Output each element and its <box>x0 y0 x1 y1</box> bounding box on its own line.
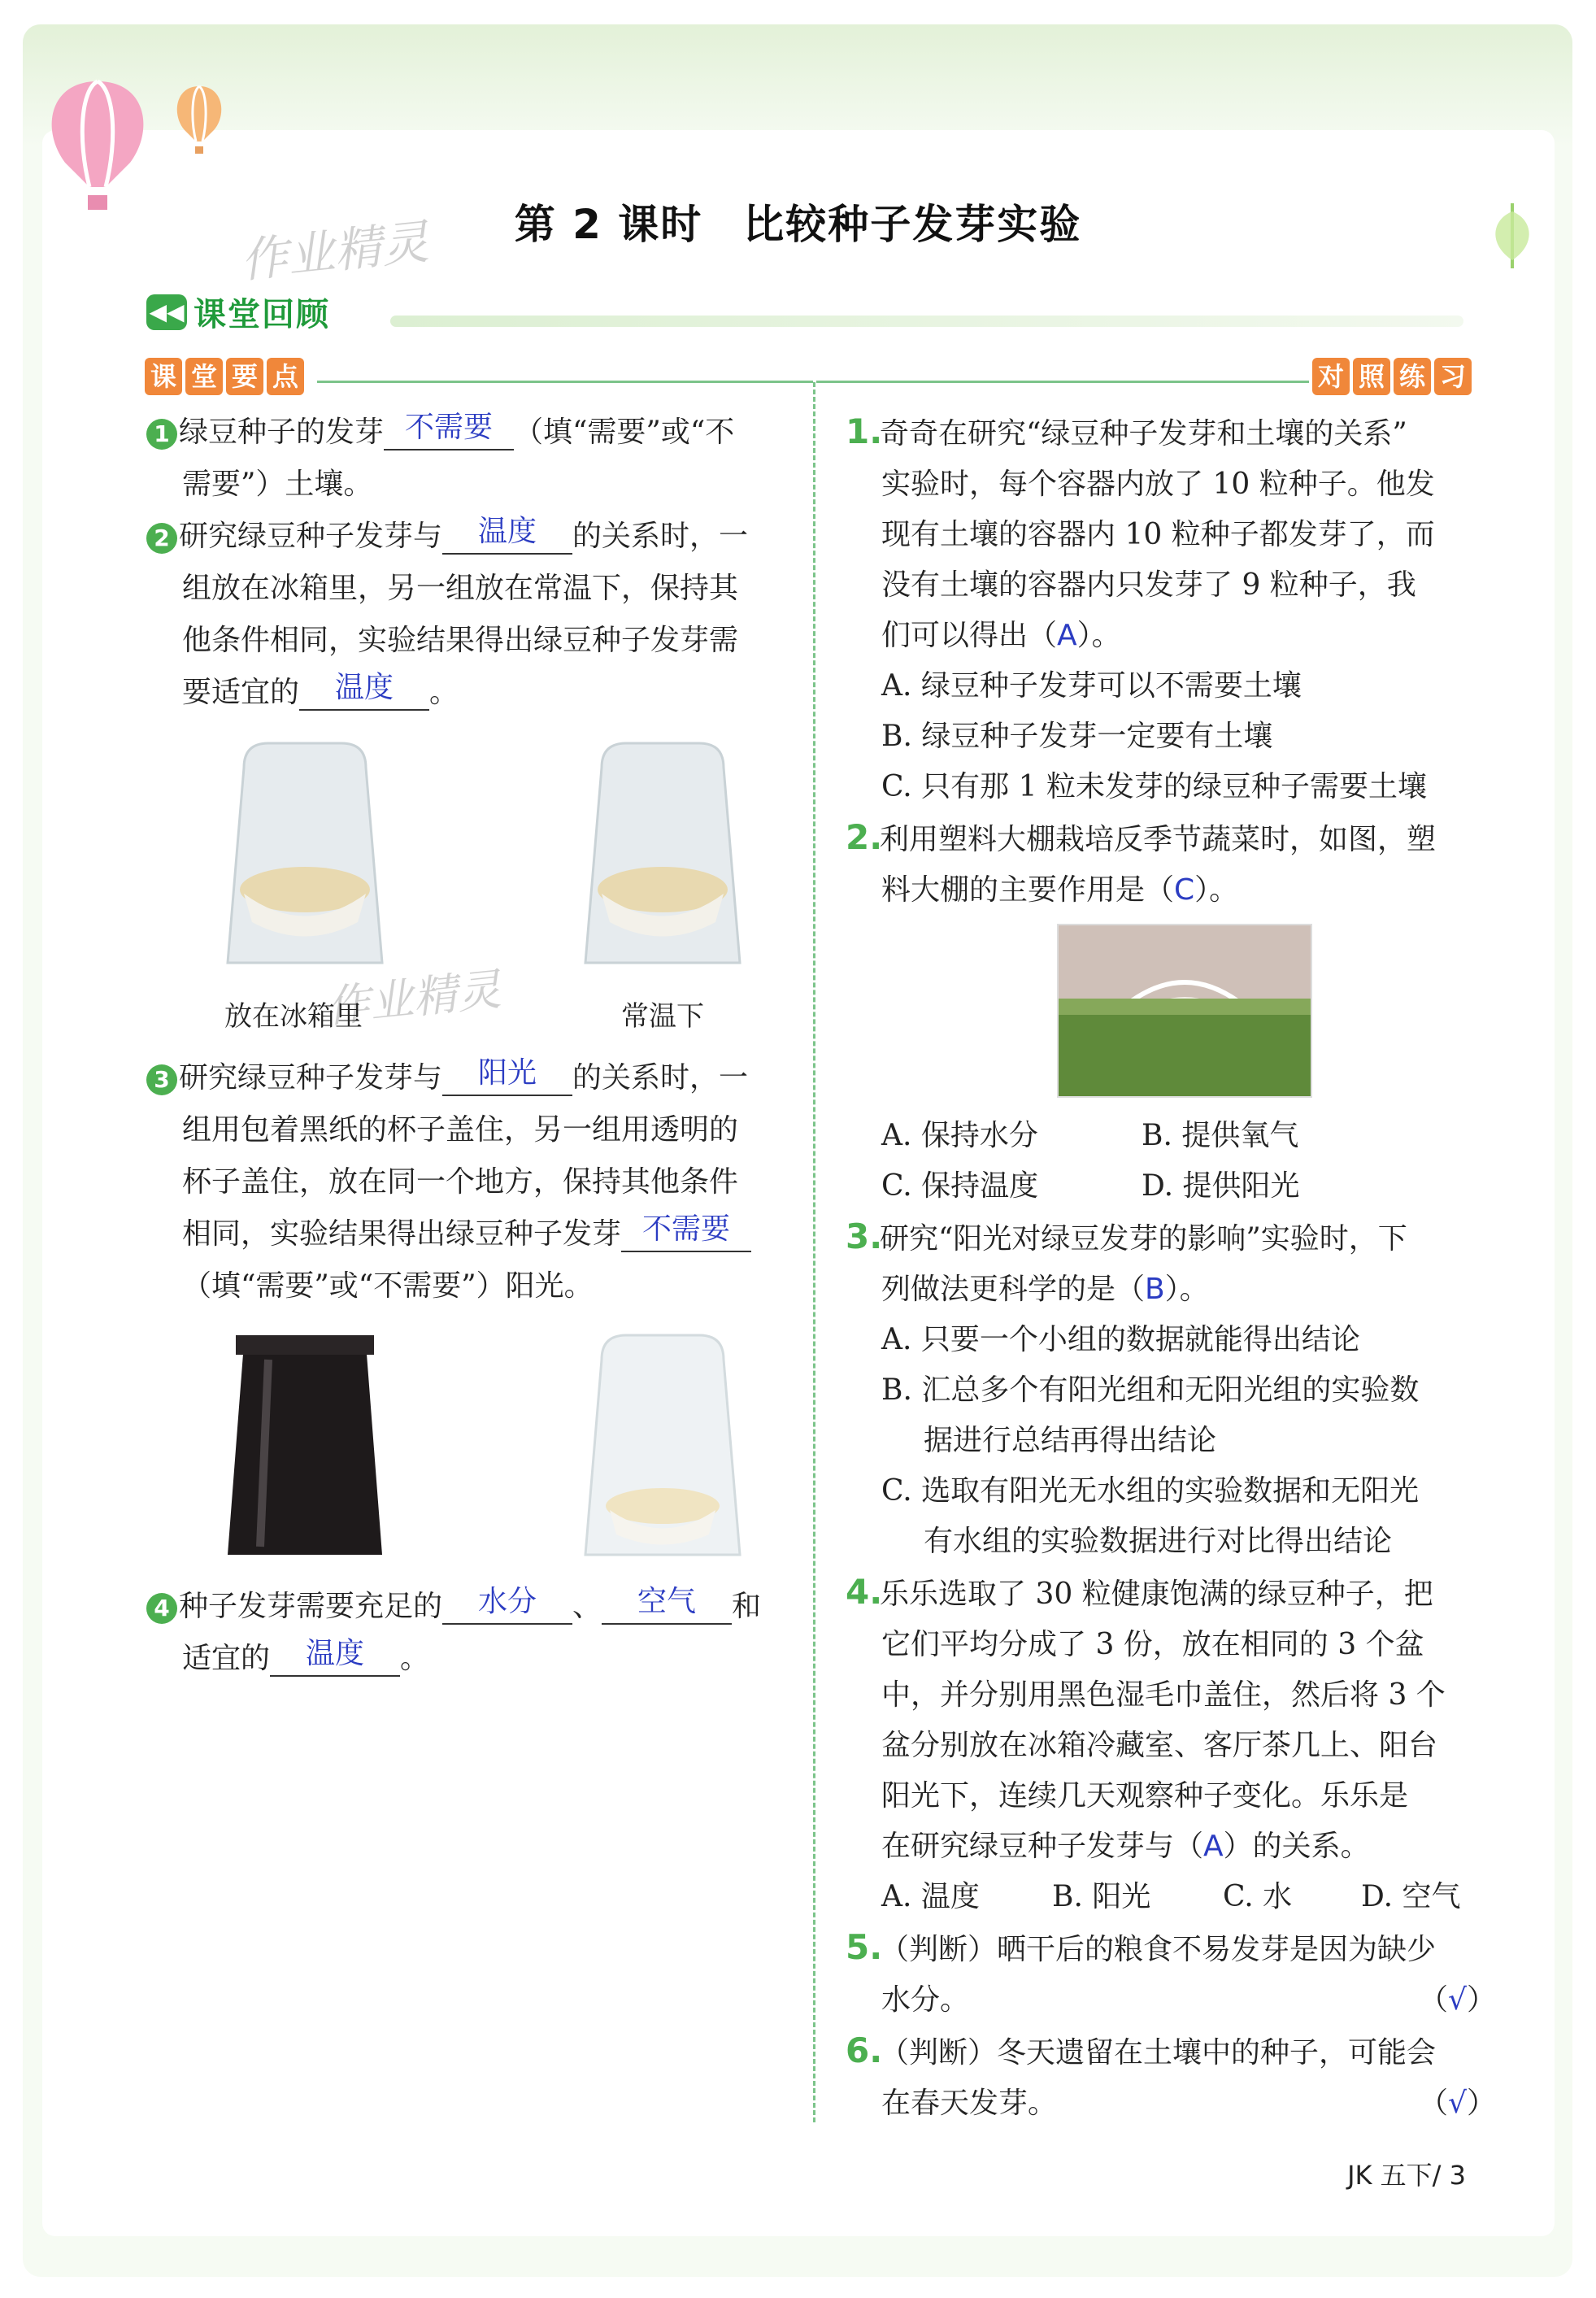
text: 中，并分别用黑色湿毛巾盖住，然后将 3 个 <box>881 1678 1446 1712</box>
text: 盆分别放在冰箱冷藏室、客厅茶几上、阳台 <box>881 1729 1438 1762</box>
option: A. 绿豆种子发芽可以不需要土壤 <box>881 669 1302 703</box>
lesson-title: 比较种子发芽实验 <box>743 201 1082 248</box>
text: 。 <box>429 676 459 709</box>
answer-blank: 不需要 <box>384 407 514 450</box>
text: 的关系时，一 <box>572 520 749 553</box>
text: （判断）晒干后的粮食不易发芽是因为缺少 <box>880 1933 1437 1966</box>
text: 阳光下，连续几天观察种子变化。乐乐是 <box>881 1779 1409 1813</box>
text: 要适宜的 <box>182 676 300 709</box>
option: C. 选取有阳光无水组的实验数据和无阳光 <box>881 1474 1420 1508</box>
black-cup-image <box>211 1327 398 1563</box>
text: ）。 <box>1076 619 1121 652</box>
answer-blank: 阳光 <box>442 1052 572 1096</box>
option: A. 温度 <box>881 1880 980 1913</box>
text: 研究“阳光对绿豆发芽的影响”实验时，下 <box>880 1222 1407 1256</box>
section-banner <box>146 289 330 335</box>
lesson-number: 第 2 课时 <box>514 201 703 248</box>
point-number: 2 <box>146 523 177 554</box>
cup-figure-1 <box>146 719 797 1052</box>
answer-blank: 温度 <box>442 511 572 555</box>
text: 组用包着黑纸的杯子盖住，另一组用透明的 <box>182 1113 739 1147</box>
answer: √ <box>1448 1983 1467 2017</box>
option: D. 提供阳光 <box>1142 1169 1300 1203</box>
greenhouse-photo <box>1057 924 1312 1098</box>
text: 们可以得出（ <box>881 619 1058 652</box>
chip-char: 练 <box>1394 358 1431 395</box>
text: ）。 <box>1164 1273 1209 1306</box>
section-banner-label: 课堂回顾 <box>194 296 330 333</box>
point-4 <box>146 1581 797 1685</box>
answer: A <box>1057 619 1077 652</box>
clear-cup-image <box>211 735 398 971</box>
chip-char: 要 <box>226 358 263 395</box>
watermark: 作业精灵 <box>237 214 432 289</box>
text: 实验时，每个容器内放了 10 粒种子。他发 <box>881 468 1435 501</box>
text: 料大棚的主要作用是（ <box>881 873 1175 907</box>
answer-blank: 空气 <box>602 1581 732 1625</box>
option: A. 只要一个小组的数据就能得出结论 <box>881 1323 1360 1356</box>
text: 。 <box>400 1642 430 1675</box>
left-column <box>146 407 797 1685</box>
right-section-chip <box>1312 358 1472 395</box>
text: （判断）冬天遗留在土壤中的种子，可能会 <box>880 2036 1437 2070</box>
hot-air-balloon-small-icon <box>167 81 232 159</box>
option: B. 提供氧气 <box>1142 1119 1299 1152</box>
option: B. 阳光 <box>1052 1880 1151 1913</box>
divider <box>816 381 1309 383</box>
question-1 <box>846 407 1496 812</box>
option: A. 保持水分 <box>881 1119 1038 1152</box>
question-number: 4. <box>846 1572 883 1612</box>
chip-char: 照 <box>1353 358 1390 395</box>
text: 水分。 <box>881 1983 970 2017</box>
top-band <box>23 24 1572 146</box>
page-footer: JK 五下/ 3 <box>1347 2160 1466 2191</box>
text: 需要”）土壤。 <box>182 468 373 501</box>
text: 他条件相同，实验结果得出绿豆种子发芽需 <box>182 624 739 657</box>
option: 有水组的实验数据进行对比得出结论 <box>924 1525 1393 1558</box>
answer: C <box>1174 873 1195 907</box>
answer: A <box>1203 1830 1224 1863</box>
option: B. 汇总多个有阳光组和无阳光组的实验数 <box>881 1373 1420 1407</box>
text: （填“需要”或“不需要”）阳光。 <box>182 1269 594 1303</box>
text: 在研究绿豆种子发芽与（ <box>881 1830 1204 1863</box>
question-6 <box>846 2026 1496 2129</box>
text: 现有土壤的容器内 10 粒种子都发芽了，而 <box>881 518 1435 551</box>
question-number: 3. <box>846 1216 883 1256</box>
text: 研究绿豆种子发芽与 <box>179 1061 443 1095</box>
point-2 <box>146 511 797 719</box>
text: 乐乐选取了 30 粒健康饱满的绿豆种子，把 <box>880 1578 1433 1611</box>
option: C. 水 <box>1223 1880 1293 1913</box>
point-number: 3 <box>146 1064 177 1095</box>
divider <box>317 381 813 383</box>
point-3 <box>146 1052 797 1312</box>
option: C. 保持温度 <box>881 1169 1039 1203</box>
chip-char: 对 <box>1312 358 1350 395</box>
left-section-chip <box>145 358 304 395</box>
text: 它们平均分成了 3 份，放在相同的 3 个盆 <box>881 1628 1424 1661</box>
text: 的关系时，一 <box>572 1061 749 1095</box>
question-number: 2. <box>846 817 883 857</box>
banner-line <box>390 316 1463 327</box>
point-number: 4 <box>146 1593 177 1624</box>
text: 在春天发芽。 <box>881 2087 1058 2120</box>
answer-blank: 不需要 <box>621 1208 751 1252</box>
answer-blank: 水分 <box>442 1581 572 1625</box>
option: C. 只有那 1 粒未发芽的绿豆种子需要土壤 <box>881 770 1427 803</box>
text: ）。 <box>1194 873 1239 907</box>
text: 研究绿豆种子发芽与 <box>179 520 443 553</box>
rewind-icon: ◀◀ <box>146 294 187 330</box>
column-divider <box>813 382 815 2122</box>
cup-caption: 放在冰箱里 <box>224 1000 363 1033</box>
question-number: 5. <box>846 1927 883 1967</box>
watermark: 作业精灵 <box>323 963 504 1034</box>
text: 奇奇在研究“绿豆种子发芽和土壤的关系” <box>880 417 1407 450</box>
right-column <box>846 407 1496 2129</box>
chip-char: 点 <box>267 358 304 395</box>
answer-blank: 温度 <box>299 667 429 711</box>
clear-cup-image <box>569 735 756 971</box>
point-1 <box>146 407 797 511</box>
text: （ <box>1419 1983 1449 2017</box>
cup-caption: 常温下 <box>621 1000 704 1033</box>
answer-blank: 温度 <box>270 1633 400 1677</box>
point-number: 1 <box>146 419 177 450</box>
chip-char: 习 <box>1434 358 1472 395</box>
text: 适宜的 <box>182 1642 271 1675</box>
question-4 <box>846 1567 1496 1922</box>
question-3 <box>846 1212 1496 1567</box>
text: ）的关系。 <box>1223 1830 1370 1863</box>
chip-char: 课 <box>145 358 182 395</box>
text: ） <box>1466 2087 1496 2120</box>
option: D. 空气 <box>1361 1880 1461 1913</box>
clear-cup-image <box>569 1327 756 1563</box>
option: B. 绿豆种子发芽一定要有土壤 <box>881 720 1273 753</box>
question-2 <box>846 812 1496 1212</box>
answer: B <box>1145 1273 1165 1306</box>
cup-figure-2 <box>146 1312 797 1581</box>
text: 杯子盖住，放在同一个地方，保持其他条件 <box>182 1165 739 1199</box>
question-5 <box>846 1922 1496 2026</box>
text: ） <box>1466 1983 1496 2017</box>
text: 种子发芽需要充足的 <box>179 1590 443 1623</box>
text: 组放在冰箱里，另一组放在常温下，保持其 <box>182 572 739 605</box>
question-number: 1. <box>846 411 883 451</box>
text: 和 <box>732 1590 762 1623</box>
text: 绿豆种子的发芽 <box>179 416 385 449</box>
chip-char: 堂 <box>185 358 223 395</box>
text: 利用塑料大棚栽培反季节蔬菜时，如图，塑 <box>880 823 1437 856</box>
text: 列做法更科学的是（ <box>881 1273 1146 1306</box>
text: （填“需要”或“不 <box>514 416 735 449</box>
text: 、 <box>572 1590 602 1623</box>
text: （ <box>1419 2087 1449 2120</box>
option: 据进行总结再得出结论 <box>924 1424 1217 1457</box>
text: 相同，实验结果得出绿豆种子发芽 <box>182 1217 622 1251</box>
text: 没有土壤的容器内只发芽了 9 粒种子，我 <box>881 568 1416 602</box>
question-number: 6. <box>846 2030 883 2070</box>
answer: √ <box>1448 2087 1467 2120</box>
